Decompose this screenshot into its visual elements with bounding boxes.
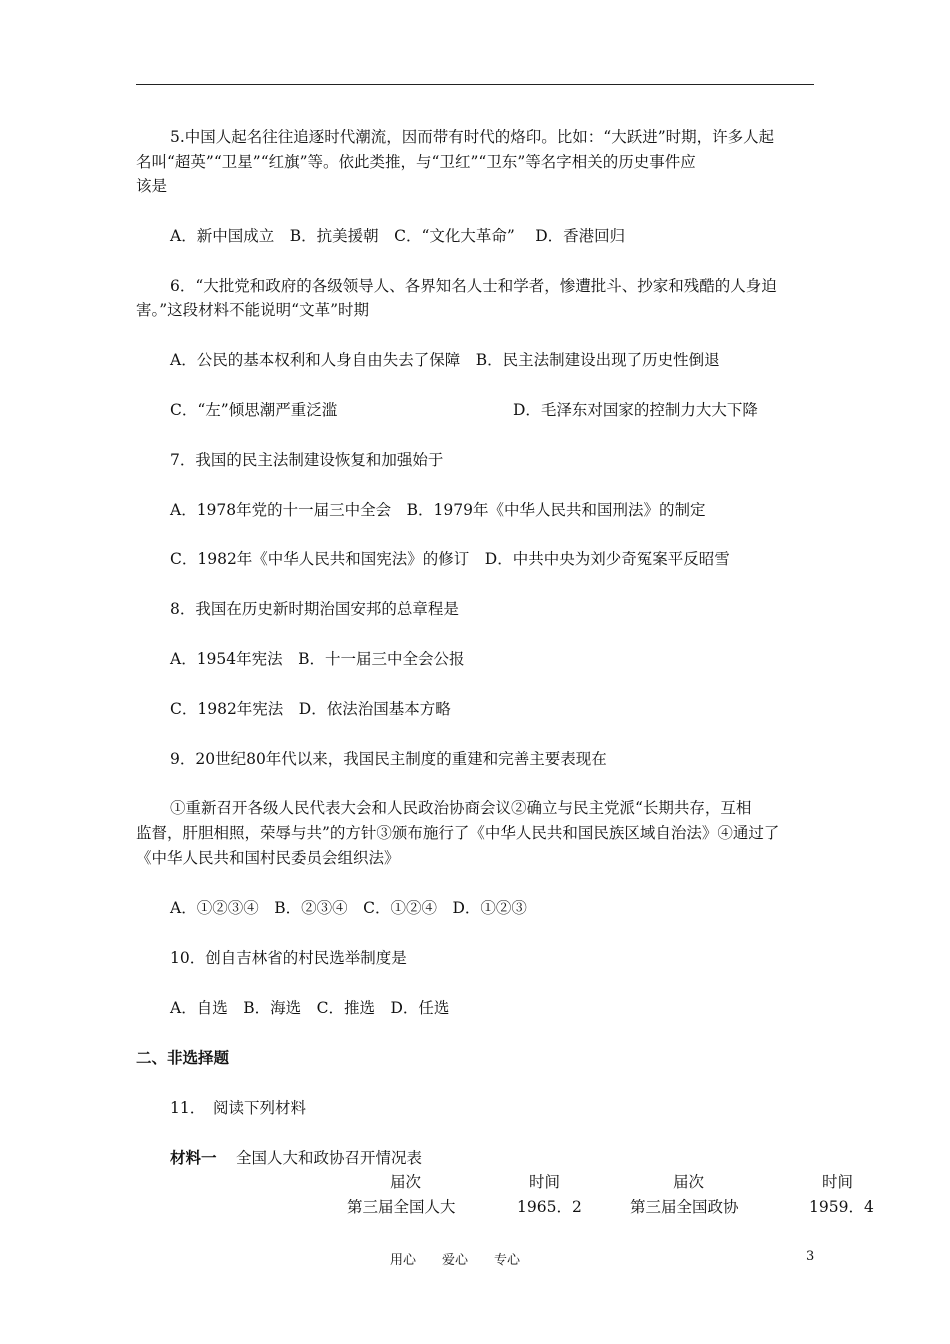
q6-option-c: C．“左”倾思潮严重泛滥	[170, 401, 338, 419]
q5-stem-line3: 该是	[136, 177, 168, 195]
table-cell: 第三届全国人大	[347, 1198, 456, 1216]
q9-material-line2: 监督，肝胆相照，荣辱与共”的方针③颁布施行了《中华人民共和国民族区域自治法》④通过了	[136, 824, 780, 842]
q9-stem: 9．20世纪80年代以来，我国民主制度的重建和完善主要表现在	[170, 750, 607, 768]
table-header-session-1: 届次	[390, 1173, 422, 1191]
footer-motto: 用心 爱心 专心	[390, 1253, 521, 1268]
q6-options-ab: A．公民的基本权利和人身自由失去了保障 B．民主法制建设出现了历史性倒退	[170, 351, 720, 369]
q9-material-line3: 《中华人民共和国村民委员会组织法》	[136, 849, 400, 867]
table-cell: 第三届全国政协	[630, 1198, 739, 1216]
table-header-session-2: 届次	[673, 1173, 705, 1191]
material-label: 材料一	[170, 1148, 217, 1167]
table-header-time-2: 时间	[822, 1173, 854, 1191]
q6-option-d: D．毛泽东对国家的控制力大大下降	[513, 401, 758, 419]
q7-stem: 7．我国的民主法制建设恢复和加强始于	[170, 451, 444, 469]
q5-options: A．新中国成立 B．抗美援朝 C．“文化大革命” D．香港回归	[170, 227, 626, 245]
material-title: 全国人大和政协召开情况表	[236, 1149, 423, 1167]
q10-stem: 10．创自吉林省的村民选举制度是	[170, 949, 407, 967]
q5-stem-line1: 5.中国人起名往往追逐时代潮流，因而带有时代的烙印。比如：“大跃进”时期，许多人起	[170, 128, 775, 146]
q5-stem-line2: 名叫“超英”“卫星”“红旗”等。依此类推，与“卫红”“卫东”等名字相关的历史事件应	[136, 153, 696, 171]
header-rule	[136, 84, 814, 85]
page-number: 3	[806, 1249, 815, 1264]
q8-options-cd: C．1982年宪法 D．依法治国基本方略	[170, 700, 451, 718]
q10-options: A．自选 B．海选 C．推选 D．任选	[170, 999, 450, 1017]
q6-stem-line2: 害。”这段材料不能说明“文革”时期	[136, 301, 370, 319]
table-cell: 1959．4	[809, 1198, 874, 1216]
q6-stem-line1: 6．“大批党和政府的各级领导人、各界知名人士和学者，惨遭批斗、抄家和残酷的人身迫	[170, 277, 777, 295]
section-heading: 二、非选择题	[136, 1048, 230, 1067]
q11-stem: 11． 阅读下列材料	[170, 1099, 306, 1117]
table-cell: 1965．2	[517, 1198, 582, 1216]
table-header-time-1: 时间	[529, 1173, 561, 1191]
q9-material-line1: ①重新召开各级人民代表大会和人民政治协商会议②确立与民主党派“长期共存，互相	[170, 799, 752, 817]
q7-options-cd: C．1982年《中华人民共和国宪法》的修订 D．中共中央为刘少奇冤案平反昭雪	[170, 550, 730, 568]
q9-options: A．①②③④ B．②③④ C．①②④ D．①②③	[170, 899, 527, 917]
q8-stem: 8．我国在历史新时期治国安邦的总章程是	[170, 600, 459, 618]
q8-options-ab: A．1954年宪法 B．十一届三中全会公报	[170, 650, 465, 668]
q7-options-ab: A．1978年党的十一届三中全会 B．1979年《中华人民共和国刑法》的制定	[170, 501, 706, 519]
